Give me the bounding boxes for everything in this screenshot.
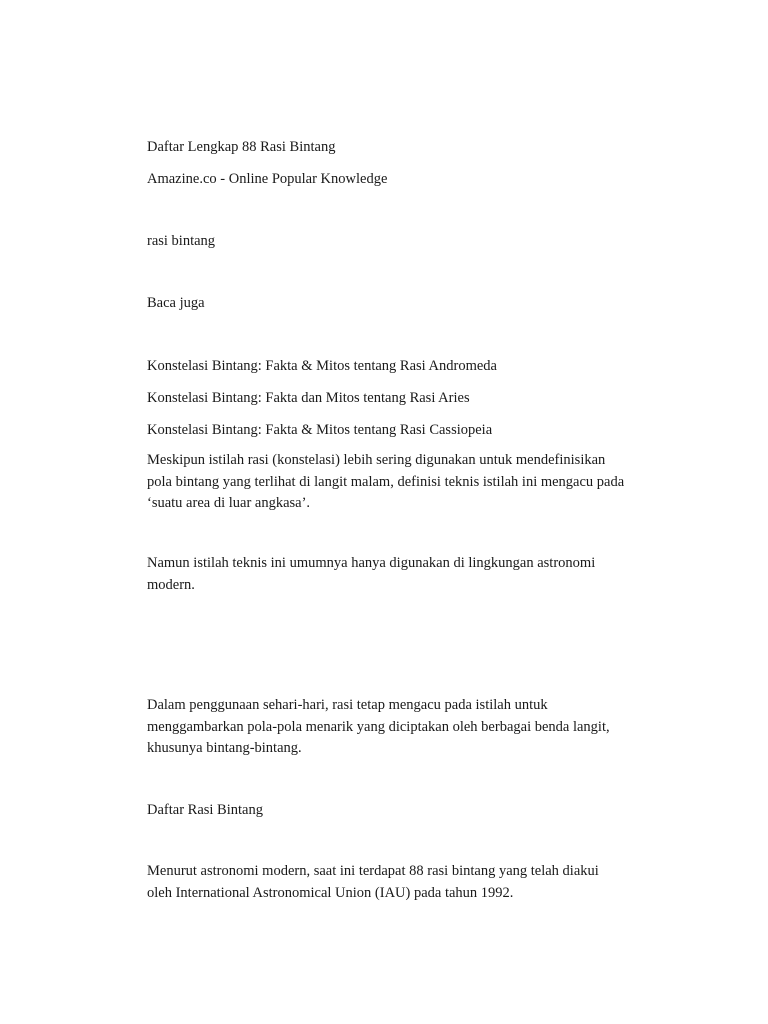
paragraph-line: modern.	[147, 576, 195, 593]
paragraph-definition	[147, 450, 667, 515]
paragraph-line: Dalam penggunaan sehari-hari, rasi tetap mengacu pada istilah untuk	[147, 697, 548, 713]
paragraph-technical-term	[147, 553, 667, 596]
paragraph-line: ‘suatu area di luar angkasa’.	[147, 495, 311, 511]
paragraph-line: khusunya bintang-bintang.	[147, 740, 302, 756]
paragraph-line: Menurut astronomi modern, saat ini terdapat 88 rasi bintang yang telah diakui	[147, 863, 599, 879]
paragraph-line: pola bintang yang terlihat di langit malam, definisi teknis istilah ini mengacu pada	[147, 473, 625, 490]
image-caption: rasi bintang	[147, 233, 216, 249]
related-link-aries[interactable]: Konstelasi Bintang: Fakta dan Mitos tentang Rasi Aries	[147, 390, 470, 406]
read-also-label: Baca juga	[147, 295, 205, 311]
related-link-cassiopeia[interactable]: Konstelasi Bintang: Fakta & Mitos tentang Rasi Cassiopeia	[147, 422, 493, 438]
paragraph-everyday-usage	[147, 695, 667, 760]
paragraph-line: Meskipun istilah rasi (konstelasi) lebih sering digunakan untuk mendefinisikan	[147, 452, 606, 468]
paragraph-line: Namun istilah teknis ini umumnya hanya digunakan di lingkungan astronomi	[147, 555, 596, 571]
paragraph-iau	[147, 861, 667, 904]
paragraph-line: menggambarkan pola-pola menarik yang diciptakan oleh berbagai benda langit,	[147, 718, 610, 735]
related-link-andromeda[interactable]: Konstelasi Bintang: Fakta & Mitos tentang Rasi Andromeda	[147, 358, 497, 374]
document-source: Amazine.co - Online Popular Knowledge	[147, 171, 388, 187]
document-title: Daftar Lengkap 88 Rasi Bintang	[147, 139, 336, 155]
section-heading: Daftar Rasi Bintang	[147, 802, 263, 818]
paragraph-line: oleh International Astronomical Union (IAU) pada tahun 1992.	[147, 884, 514, 901]
